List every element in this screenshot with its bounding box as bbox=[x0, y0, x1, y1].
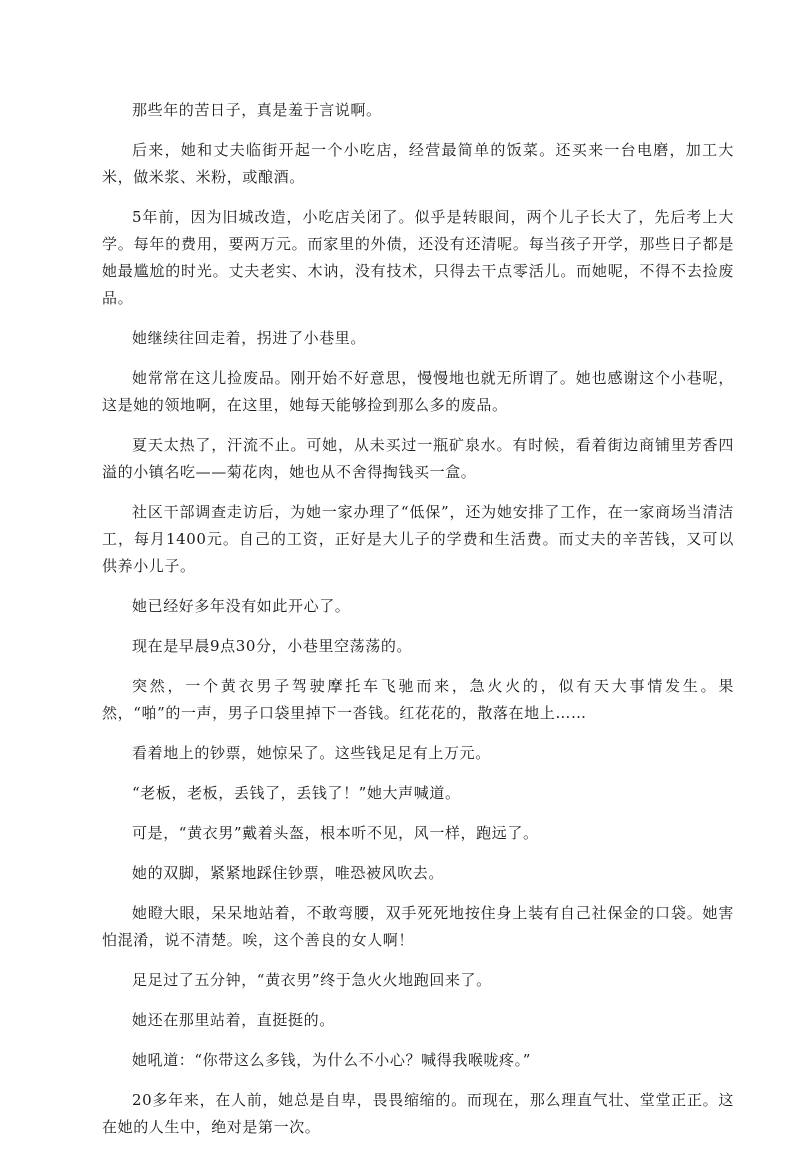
paragraph-4: 她继续往回走着，拐进了小巷里。 bbox=[132, 329, 367, 347]
paragraph-2: 后来，她和丈夫临街开起一个小吃店，经营最简单的饭菜。还买来一台电磨，加工大米，做米浆、米粉，或酿酒。 bbox=[102, 141, 734, 186]
paragraph-14: 她的双脚，紧紧地踩住钞票，唯恐被风吹去。 bbox=[132, 864, 445, 882]
paragraph-17: 她还在那里站着，直挺挺的。 bbox=[132, 1011, 335, 1029]
paragraph-8: 她已经好多年没有如此开心了。 bbox=[132, 597, 351, 615]
story-text bbox=[102, 97, 734, 1154]
paragraph-15: 她瞪大眼，呆呆地站着，不敢弯腰，双手死死地按住身上装有自己社保金的口袋。她害怕混淆，说不清楚。唉，这个善良的女人啊！ bbox=[102, 904, 734, 949]
paragraph-1: 那些年的苦日子，真是羞于言说啊。 bbox=[132, 101, 382, 119]
paragraph-6: 夏天太热了，汗流不止。可她，从未买过一瓶矿泉水。有时候，看着街边商铺里芳香四溢的小镇名吃——菊花肉，她也从不舍得掏钱买一盒。 bbox=[102, 436, 734, 481]
paragraph-11: 看着地上的钞票，她惊呆了。这些钱足足有上万元。 bbox=[132, 744, 491, 762]
paragraph-18: 她吼道：“你带这么多钱，为什么不小心？喊得我喉咙疼。” bbox=[132, 1051, 532, 1069]
paragraph-9: 现在是早晨9点30分，小巷里空荡荡的。 bbox=[132, 637, 413, 655]
paragraph-10: 突然，一个黄衣男子驾驶摩托车飞驰而来，急火火的，似有天大事情发生。果然，“啪”的一声，男子口袋里掉下一沓钱。红花花的，散落在地上…… bbox=[102, 677, 734, 722]
paragraph-3: 5年前，因为旧城改造，小吃店关闭了。似乎是转眼间，两个儿子长大了，先后考上大学。每年的费用，要两万元。而家里的外债，还没有还清呢。每当孩子开学，那些日子都是她最尴尬的时光。丈夫老实、木讷，没有技术，只得去干点零活儿。而她呢，不得不去捡废品。 bbox=[102, 208, 734, 307]
paragraph-12: “老板，老板，丢钱了，丢钱了！”她大声喊道。 bbox=[132, 784, 461, 802]
paragraph-5: 她常常在这儿捡废品。刚开始不好意思，慢慢地也就无所谓了。她也感谢这个小巷呢，这是她的领地啊，在这里，她每天能够捡到那么多的废品。 bbox=[102, 369, 734, 414]
paragraph-13: 可是，“黄衣男”戴着头盔，根本听不见，风一样，跑远了。 bbox=[132, 824, 539, 842]
paragraph-7: 社区干部调查走访后，为她一家办理了“低保”，还为她安排了工作，在一家商场当清洁工，每月1400元。自己的工资，正好是大儿子的学费和生活费。而丈夫的辛苦钱，又可以供养小儿子。 bbox=[102, 503, 734, 575]
paragraph-16: 足足过了五分钟，“黄衣男”终于急火火地跑回来了。 bbox=[132, 971, 492, 989]
paragraph-19: 20多年来，在人前，她总是自卑，畏畏缩缩的。而现在，那么理直气壮、堂堂正正。这在她的人生中，绝对是第一次。 bbox=[102, 1091, 734, 1136]
